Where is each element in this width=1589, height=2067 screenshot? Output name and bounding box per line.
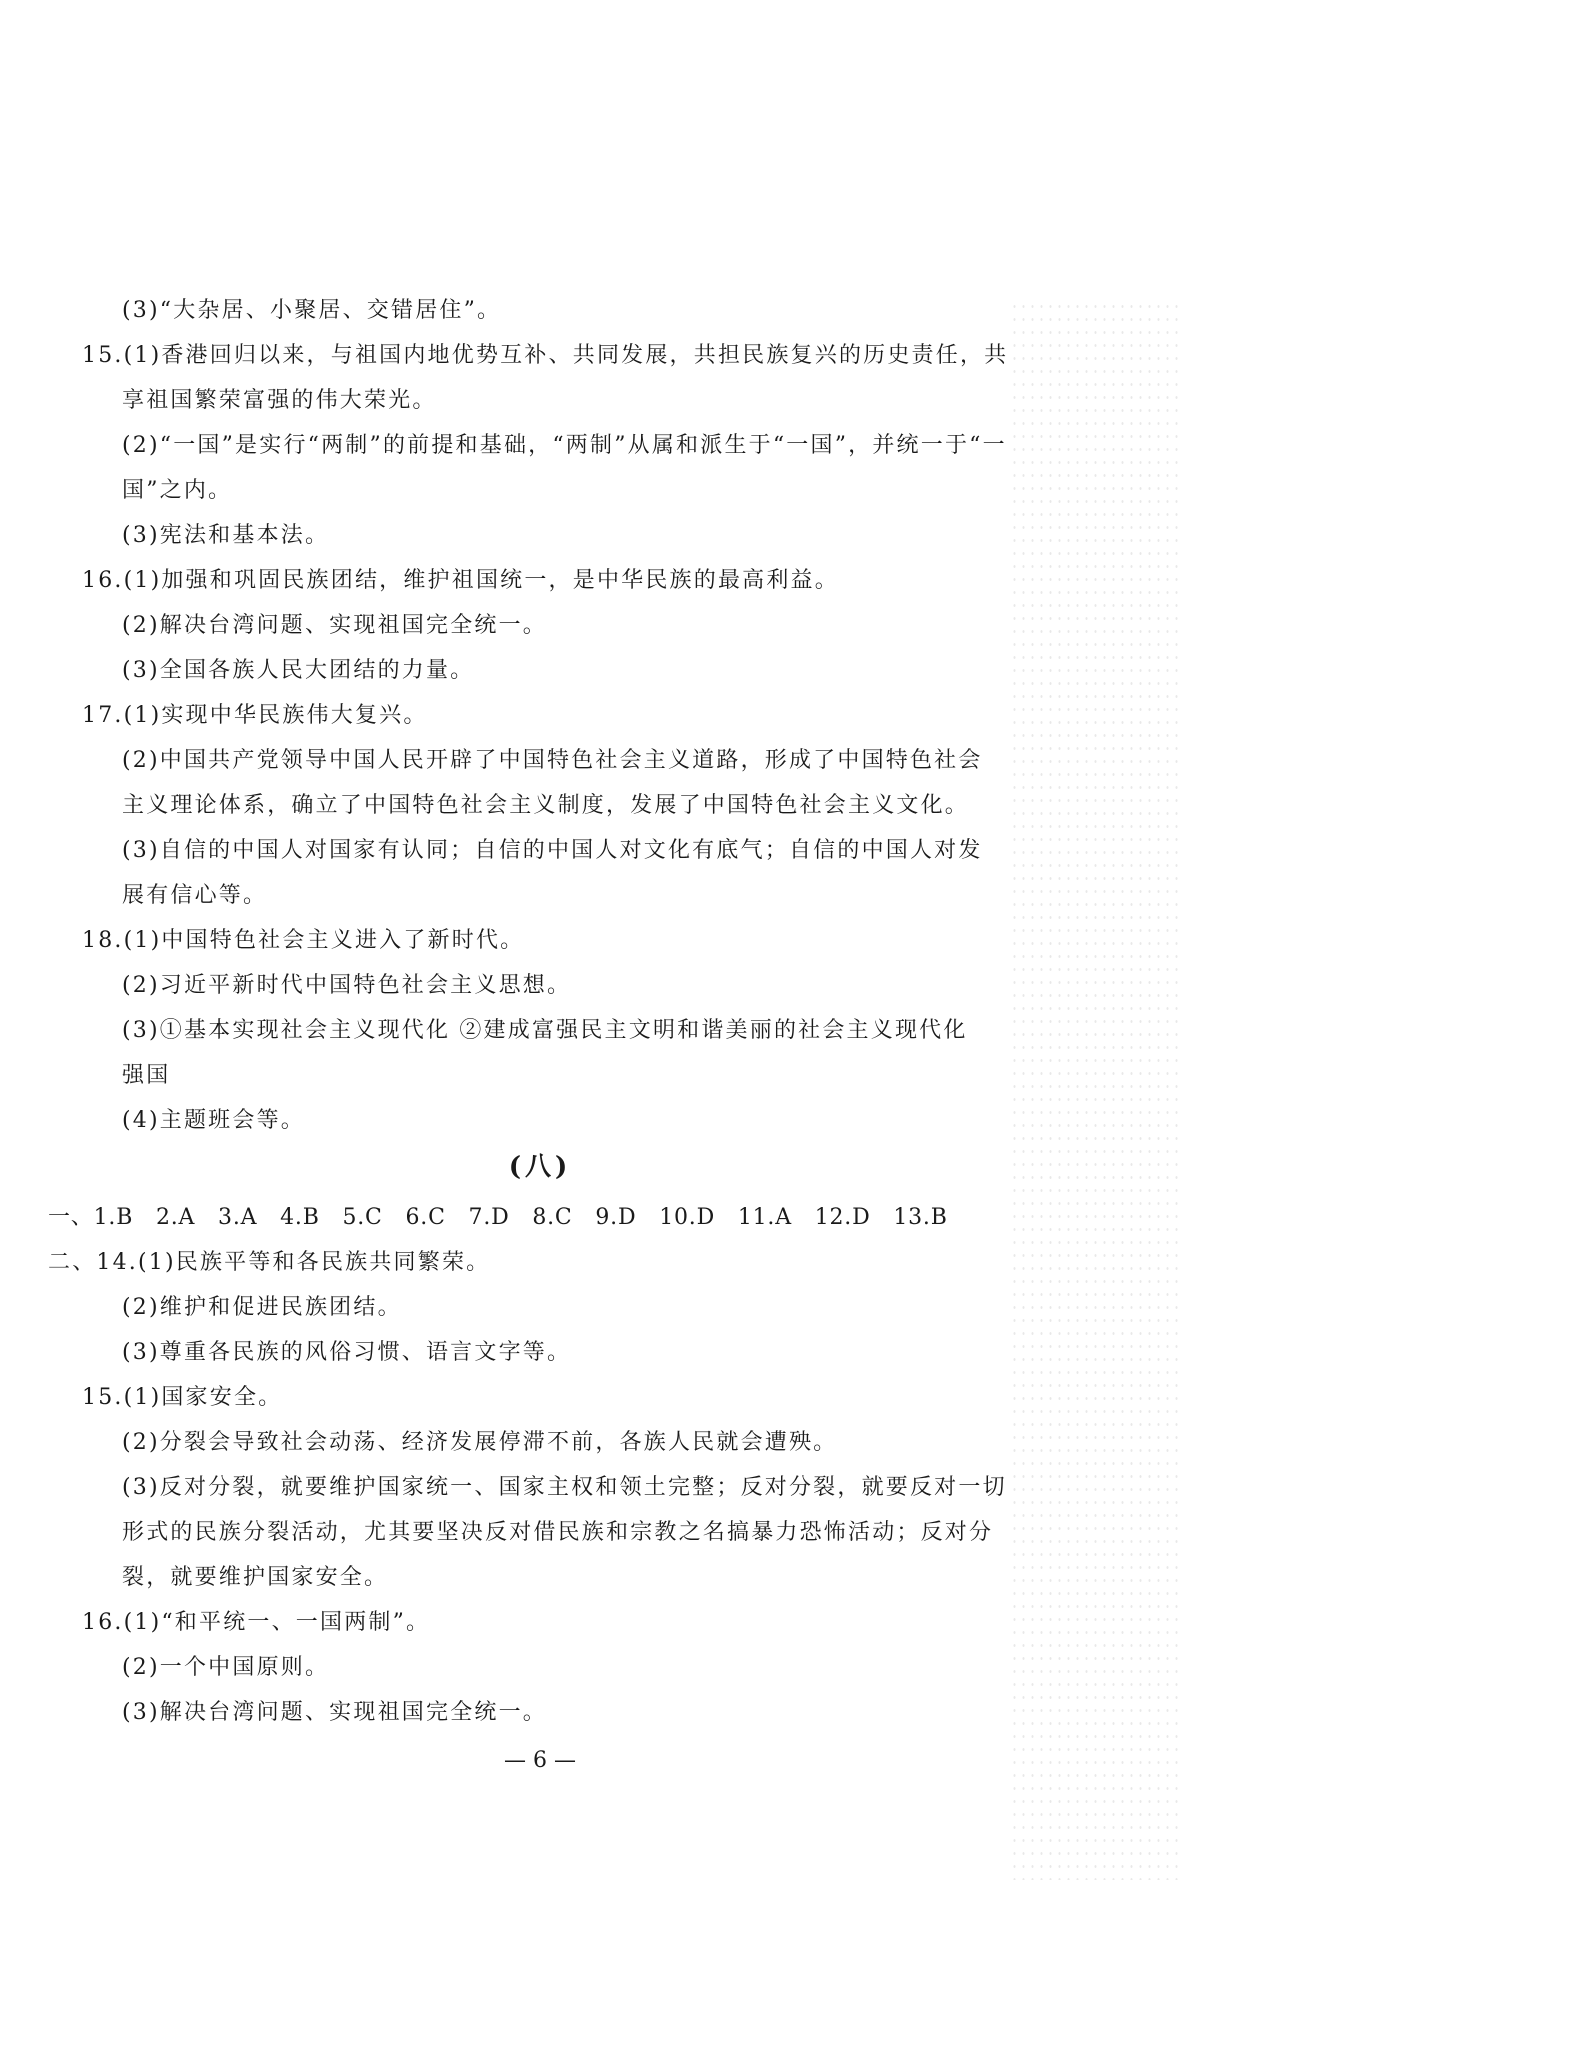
answer-line: 展有信心等。: [122, 883, 268, 908]
answer-line: 强国: [122, 1063, 171, 1088]
answer-line: 二、14.(1)民族平等和各民族共同繁荣。: [48, 1250, 491, 1275]
answer-line: 15.(1)香港回归以来，与祖国内地优势互补、共同发展，共担民族复兴的历史责任，共: [82, 343, 1009, 368]
answer-line: (2)分裂会导致社会动荡、经济发展停滞不前，各族人民就会遭殃。: [122, 1430, 838, 1455]
answer-line: (3)尊重各民族的风俗习惯、语言文字等。: [122, 1340, 572, 1365]
scan-noise: [1010, 300, 1180, 1880]
answer-line: (3)宪法和基本法。: [122, 523, 330, 548]
answer-line: (3)自信的中国人对国家有认同；自信的中国人对文化有底气；自信的中国人对发: [122, 838, 983, 863]
answer-line: (4)主题班会等。: [122, 1108, 305, 1133]
page-number: — 6 —: [504, 1748, 576, 1773]
answer-line: (3)反对分裂，就要维护国家统一、国家主权和领土完整；反对分裂，就要反对一切: [122, 1475, 1007, 1500]
answer-line: (2)解决台湾问题、实现祖国完全统一。: [122, 613, 547, 638]
answer-line: 裂，就要维护国家安全。: [122, 1565, 389, 1590]
section-heading: (八): [508, 1152, 572, 1182]
answer-line: (2)维护和促进民族团结。: [122, 1295, 402, 1320]
answer-line: 形式的民族分裂活动，尤其要坚决反对借民族和宗教之名搞暴力恐怖活动；反对分: [122, 1520, 994, 1545]
answer-line: 17.(1)实现中华民族伟大复兴。: [82, 703, 428, 728]
answer-line: 18.(1)中国特色社会主义进入了新时代。: [82, 928, 525, 953]
answer-line: (2)中国共产党领导中国人民开辟了中国特色社会主义道路，形成了中国特色社会: [122, 748, 983, 773]
answer-line: 16.(1)加强和巩固民族团结，维护祖国统一，是中华民族的最高利益。: [82, 568, 839, 593]
answer-line: (3)全国各族人民大团结的力量。: [122, 658, 475, 683]
answer-line: 16.(1)“和平统一、一国两制”。: [82, 1610, 431, 1635]
answer-line: (3)①基本实现社会主义现代化 ②建成富强民主文明和谐美丽的社会主义现代化: [122, 1018, 968, 1043]
answer-line: (2)“一国”是实行“两制”的前提和基础，“两制”从属和派生于“一国”，并统一于“一: [122, 433, 1007, 458]
answer-line: (2)一个中国原则。: [122, 1655, 330, 1680]
answer-line: 主义理论体系，确立了中国特色社会主义制度，发展了中国特色社会主义文化。: [122, 793, 970, 818]
answer-line: 15.(1)国家安全。: [82, 1385, 283, 1410]
answer-line: 享祖国繁荣富强的伟大荣光。: [122, 388, 437, 413]
answer-line: 国”之内。: [122, 478, 233, 503]
answer-line: (3)解决台湾问题、实现祖国完全统一。: [122, 1700, 547, 1725]
choice-answers: 一、1.B 2.A 3.A 4.B 5.C 6.C 7.D 8.C 9.D 10.D 11.A 12.D 13.B: [48, 1205, 948, 1230]
answer-line: (2)习近平新时代中国特色社会主义思想。: [122, 973, 572, 998]
answer-line: (3)“大杂居、小聚居、交错居住”。: [122, 298, 502, 323]
